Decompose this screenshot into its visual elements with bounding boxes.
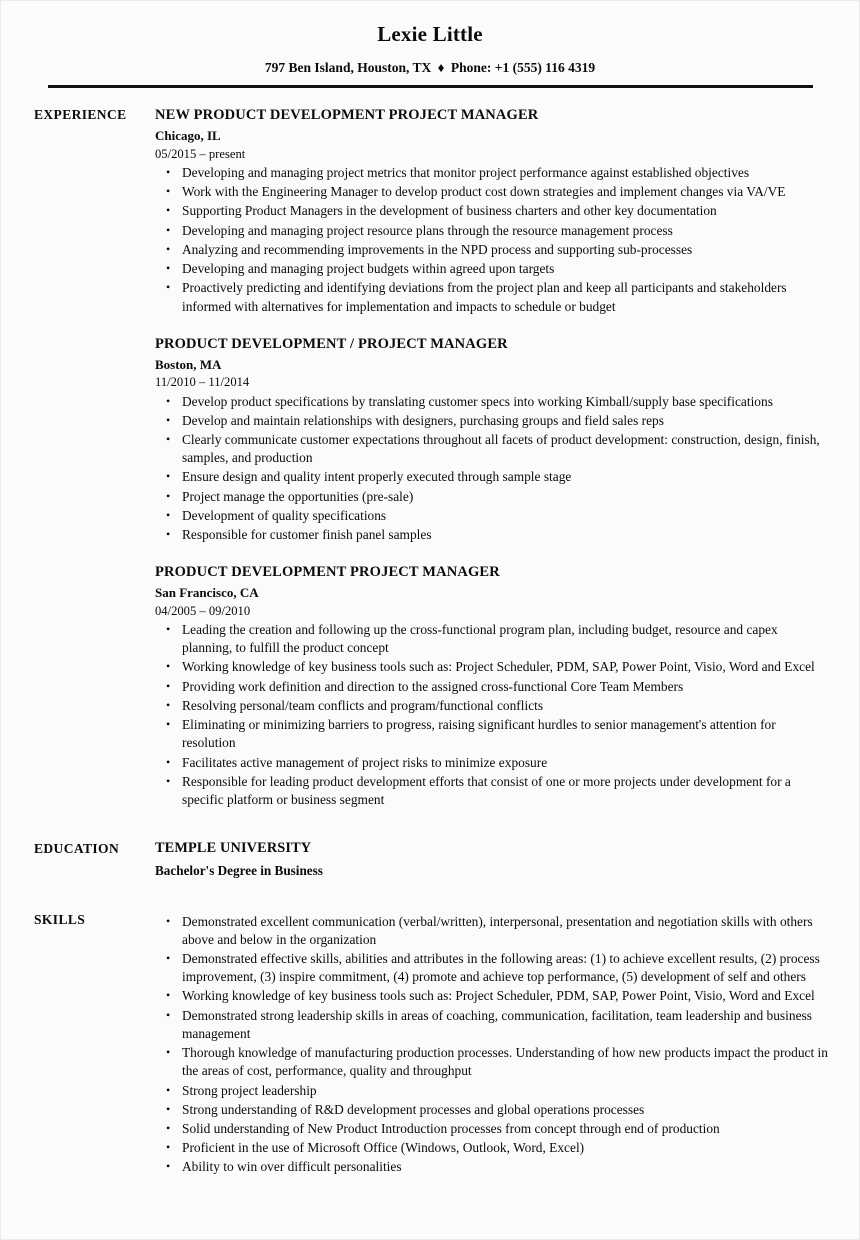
candidate-name: Lexie Little bbox=[377, 22, 483, 46]
contact-line bbox=[1, 60, 859, 76]
job-bullet: • Proactively predicting and identifying deviations from the project plan and keep all participants and stakeholders informed with alternatives for implementation and impacts to schedule or budget bbox=[155, 279, 831, 315]
skill-bullet: • Thorough knowledge of manufacturing production processes. Understanding of how new products impact the product in the areas of cost, performance, quality and throughput bbox=[155, 1044, 831, 1080]
job-bullet: • Development of quality specifications bbox=[155, 507, 831, 525]
job-title: PRODUCT DEVELOPMENT PROJECT MANAGER bbox=[155, 564, 500, 581]
job-bullet: • Developing and managing project metrics that monitor project performance against established objectives bbox=[155, 164, 831, 182]
job-bullet: • Work with the Engineering Manager to develop product cost down strategies and implement changes via VA/VE bbox=[155, 183, 831, 201]
contact-address: 797 Ben Island, Houston, TX bbox=[264, 60, 432, 76]
job-bullet-list bbox=[155, 164, 831, 316]
job-entry bbox=[155, 106, 831, 315]
job-location: Chicago, IL bbox=[155, 128, 221, 144]
job-bullet: • Resolving personal/team conflicts and program/functional conflicts bbox=[155, 697, 831, 715]
resume-body bbox=[1, 106, 859, 1176]
education-school: TEMPLE UNIVERSITY bbox=[155, 840, 312, 857]
job-bullet: • Supporting Product Managers in the development of business charters and other key documentation bbox=[155, 202, 831, 220]
job-bullet: • Leading the creation and following up the cross-functional program plan, including budget, resource and capex planning, to fulfill the product concept bbox=[155, 621, 831, 657]
skill-bullet: • Ability to win over difficult personalities bbox=[155, 1158, 831, 1176]
job-entry bbox=[155, 335, 831, 544]
job-bullet-list bbox=[155, 393, 831, 545]
job-entry bbox=[155, 563, 831, 809]
section-skills bbox=[34, 911, 831, 1177]
skill-bullet: • Solid understanding of New Product Introduction processes from concept through end of production bbox=[155, 1120, 831, 1138]
job-bullet: • Develop product specifications by translating customer specs into working Kimball/supply base specifications bbox=[155, 393, 831, 411]
job-bullet: • Develop and maintain relationships with designers, purchasing groups and field sales reps bbox=[155, 412, 831, 430]
job-bullet: • Facilitates active management of project risks to minimize exposure bbox=[155, 754, 831, 772]
contact-phone: Phone: +1 (555) 116 4319 bbox=[450, 60, 596, 76]
job-title: NEW PRODUCT DEVELOPMENT PROJECT MANAGER bbox=[155, 107, 539, 124]
job-bullet-list bbox=[155, 621, 831, 809]
skill-bullet: • Strong understanding of R&D development processes and global operations processes bbox=[155, 1101, 831, 1119]
skill-bullet: • Strong project leadership bbox=[155, 1082, 831, 1100]
job-location: Boston, MA bbox=[155, 356, 222, 372]
job-bullet: • Clearly communicate customer expectations throughout all facets of product development: construction, design, finish, samples, and production bbox=[155, 431, 831, 467]
job-dates: 04/2005 – 09/2010 bbox=[155, 603, 251, 618]
education-degree: Bachelor's Degree in Business bbox=[155, 863, 323, 879]
skills-bullet-list bbox=[155, 913, 831, 1177]
section-label-education: EDUCATION bbox=[34, 841, 120, 857]
skill-bullet: • Demonstrated strong leadership skills in areas of coaching, communication, facilitation, team leadership and business management bbox=[155, 1007, 831, 1043]
job-dates: 11/2010 – 11/2014 bbox=[155, 375, 250, 390]
skill-bullet: • Proficient in the use of Microsoft Office (Windows, Outlook, Word, Excel) bbox=[155, 1139, 831, 1157]
skills-list-wrap bbox=[155, 911, 831, 1177]
skill-bullet: • Demonstrated effective skills, abilities and attributes in the following areas: (1) to achieve excellent results, (2) process improvement, (3) inspire commitment, (4) promote and achieve top performance, (5) development of self and others bbox=[155, 950, 831, 986]
job-location: San Francisco, CA bbox=[155, 585, 259, 601]
job-bullet: • Developing and managing project resource plans through the resource management process bbox=[155, 222, 831, 240]
skill-bullet: • Working knowledge of key business tools such as: Project Scheduler, PDM, SAP, Power Point, Visio, Word and Excel bbox=[155, 987, 831, 1005]
job-bullet: • Providing work definition and direction to the assigned cross-functional Core Team Members bbox=[155, 678, 831, 696]
header-divider bbox=[48, 85, 813, 88]
diamond-separator-icon: ♦ bbox=[437, 60, 445, 76]
section-label-skills: SKILLS bbox=[34, 911, 86, 927]
section-spacer bbox=[34, 809, 831, 840]
section-spacer bbox=[34, 880, 831, 911]
job-bullet: • Developing and managing project budgets within agreed upon targets bbox=[155, 260, 831, 278]
job-title: PRODUCT DEVELOPMENT / PROJECT MANAGER bbox=[155, 335, 508, 352]
job-bullet: • Responsible for leading product development efforts that consist of one or more projects under development for a specific platform or business segment bbox=[155, 773, 831, 809]
experience-list bbox=[155, 106, 831, 809]
job-bullet: • Responsible for customer finish panel samples bbox=[155, 526, 831, 544]
job-bullet: • Eliminating or minimizing barriers to progress, raising significant hurdles to senior management's attention for resolution bbox=[155, 716, 831, 752]
education-entry bbox=[155, 840, 831, 879]
section-education bbox=[34, 840, 831, 879]
education-list bbox=[155, 840, 831, 879]
job-bullet: • Ensure design and quality intent properly executed through sample stage bbox=[155, 468, 831, 486]
job-bullet: • Project manage the opportunities (pre-sale) bbox=[155, 488, 831, 506]
section-experience bbox=[34, 106, 831, 809]
section-label-experience: EXPERIENCE bbox=[34, 107, 127, 123]
job-bullet: • Analyzing and recommending improvements in the NPD process and supporting sub-processes bbox=[155, 241, 831, 259]
resume-header bbox=[1, 1, 859, 88]
job-dates: 05/2015 – present bbox=[155, 146, 246, 161]
skill-bullet: • Demonstrated excellent communication (verbal/written), interpersonal, presentation and negotiation skills with others above and below in the organization bbox=[155, 913, 831, 949]
job-bullet: • Working knowledge of key business tools such as: Project Scheduler, PDM, SAP, Power Point, Visio, Word and Excel bbox=[155, 658, 831, 676]
